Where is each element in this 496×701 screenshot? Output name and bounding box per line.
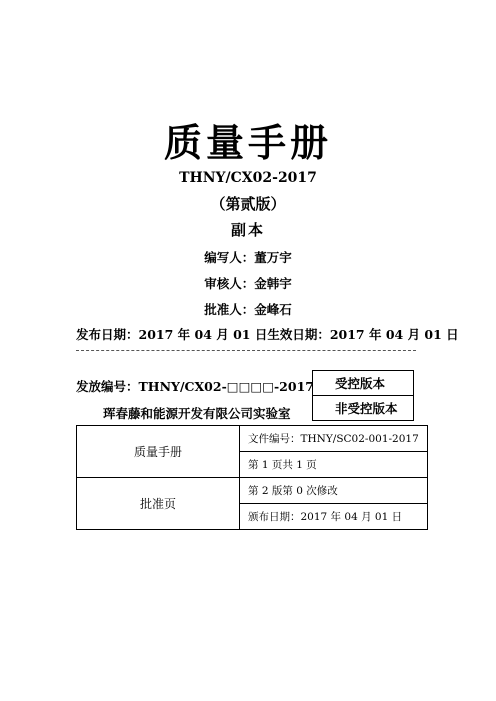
control-status-box — [312, 370, 414, 421]
issue-date-cell: 颁布日期：2017 年 04 月 01 日 — [240, 504, 428, 530]
uncontrolled-version: 非受控版本 — [313, 396, 414, 421]
document-title: 质量手册 — [163, 120, 332, 165]
file-number-cell: 文件编号：THNY/SC02-001-2017 — [240, 426, 428, 452]
reviewer-line: 审核人：金韩宇 — [204, 276, 292, 291]
approver-line: 批准人：金峰石 — [204, 302, 292, 317]
page-info-cell: 第 1 页共 1 页 — [240, 452, 428, 478]
controlled-version: 受控版本 — [313, 371, 414, 396]
manual-label-cell: 质量手册 — [77, 426, 240, 478]
dates-line: 发布日期：2017 年 04 月 01 日生效日期：2017 年 04 月 01 日 — [76, 327, 459, 342]
revision-cell: 第 2 版第 0 次修改 — [240, 478, 428, 504]
dashed-divider — [76, 350, 416, 351]
edition-label: （第贰版） — [210, 195, 286, 213]
issue-number: 发放编号：THNY/CX02-□□□□-2017 — [76, 379, 314, 394]
company-name: 珲春藤和能源开发有限公司实验室 — [103, 406, 291, 421]
approval-page-cell: 批准页 — [77, 478, 240, 530]
document-info-table — [76, 425, 428, 530]
document-code: THNY/CX02-2017 — [179, 170, 317, 186]
writer-line: 编写人：董万宇 — [204, 250, 292, 265]
copy-label: 副本 — [230, 221, 265, 239]
